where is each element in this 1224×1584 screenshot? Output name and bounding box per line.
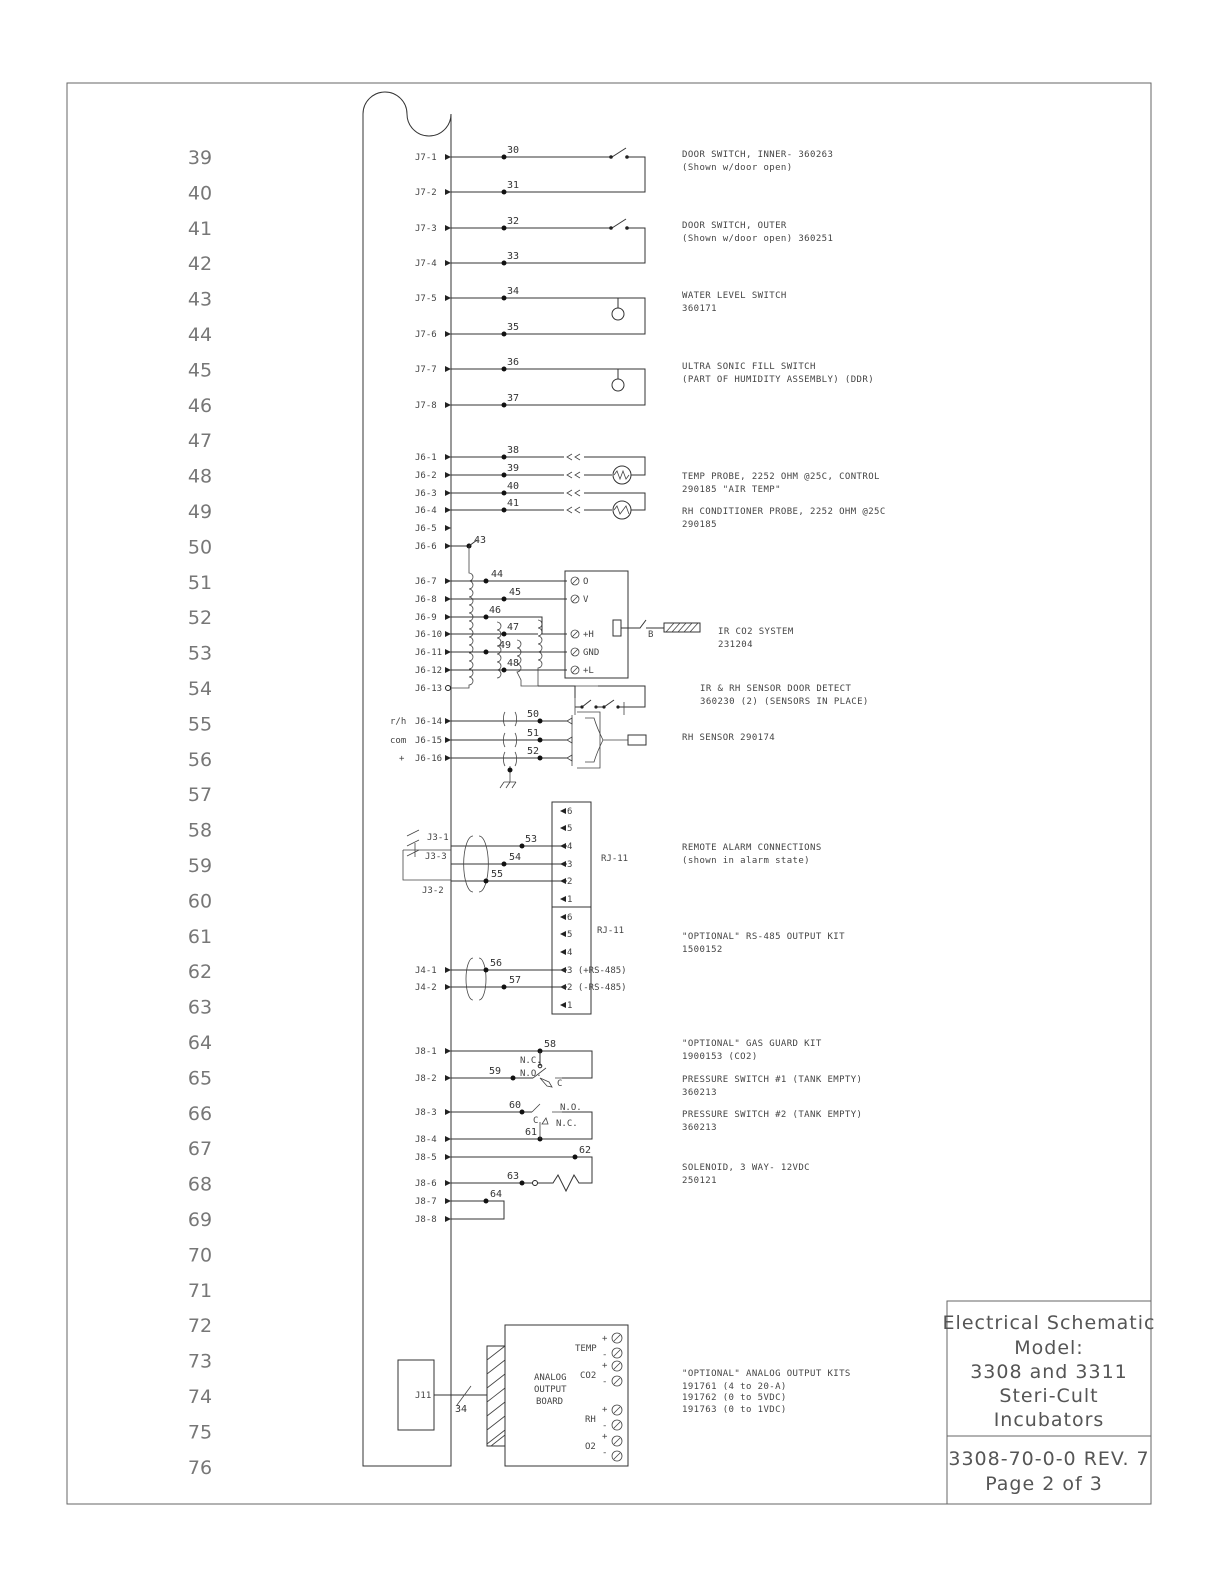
pin-j7-6: J7-6 <box>415 330 437 340</box>
wire-35: 35 <box>507 322 520 333</box>
analog-board-title-3: BOARD <box>536 1397 564 1407</box>
j3-j4-descriptions <box>682 843 845 955</box>
pin-j11: J11 <box>415 1391 432 1401</box>
wire-55: 55 <box>491 869 504 880</box>
wire-56: 56 <box>490 958 503 969</box>
analog-ch-temp: TEMP <box>575 1344 597 1354</box>
wire-64: 64 <box>490 1189 503 1200</box>
pin-j6-6: J6-6 <box>415 542 437 552</box>
rj11-a-pin-2: 2 <box>567 877 573 887</box>
line-number: 40 <box>187 182 213 205</box>
rj11-b-pin-6: 6 <box>567 913 573 923</box>
drawing-border <box>67 83 1151 1504</box>
line-number: 65 <box>187 1067 213 1090</box>
ir-terminal-o: O <box>583 577 589 587</box>
j7-connector-group <box>415 145 645 411</box>
line-number: 52 <box>187 607 213 630</box>
wire-50: 50 <box>527 709 540 720</box>
desc-analog-3: 191762 (0 to 5VDC) <box>682 1393 787 1403</box>
wire-33: 33 <box>507 251 520 262</box>
pin-j3-1: J3-1 <box>427 833 449 843</box>
line-number: 75 <box>187 1421 213 1444</box>
temp-plus: + <box>602 1334 608 1344</box>
desc-solenoid-2: 250121 <box>682 1176 717 1186</box>
o2-minus: - <box>602 1448 608 1458</box>
desc-temp-probe-2: 290185 "AIR TEMP" <box>682 485 781 495</box>
line-number: 45 <box>187 359 213 382</box>
wire-36: 36 <box>507 357 520 368</box>
line-number: 48 <box>187 465 213 488</box>
analog-output-group <box>398 1325 628 1466</box>
line-number: 41 <box>187 217 213 240</box>
wire-58: 58 <box>544 1039 557 1050</box>
rj11-jack-b <box>552 907 591 1014</box>
wire-46: 46 <box>489 605 502 616</box>
wire-54: 54 <box>509 852 522 863</box>
desc-analog-4: 191763 (0 to 1VDC) <box>682 1405 787 1415</box>
wire-41: 41 <box>507 498 520 509</box>
desc-pressure2-2: 360213 <box>682 1123 717 1133</box>
pin-prefix-plus: + <box>399 754 405 764</box>
desc-ultrasonic-1: ULTRA SONIC FILL SWITCH <box>682 362 816 372</box>
line-number: 56 <box>187 748 213 771</box>
line-number: 62 <box>187 961 213 984</box>
desc-gas-guard-1: "OPTIONAL" GAS GUARD KIT <box>682 1039 822 1049</box>
ir-terminal-h: +H <box>583 630 594 640</box>
co2-plus: + <box>602 1361 608 1371</box>
title-line-1: Electrical Schematic <box>942 1312 1156 1334</box>
line-number: 55 <box>187 713 213 736</box>
doc-number: 3308-70-0-0 REV. 7 <box>948 1448 1150 1470</box>
rj11-b-pin-4: 4 <box>567 948 573 958</box>
desc-door-detect-1: IR & RH SENSOR DOOR DETECT <box>700 684 852 694</box>
wire-39: 39 <box>507 463 520 474</box>
rj11-a-pin-6: 6 <box>567 807 573 817</box>
analog-terminals <box>602 1334 608 1458</box>
wire-45: 45 <box>509 587 522 598</box>
analog-board-title-1: ANALOG <box>534 1373 567 1383</box>
j8-connector-group <box>415 1039 592 1225</box>
ir-terminal-v: V <box>583 595 589 605</box>
line-number: 57 <box>187 784 213 807</box>
line-number: 59 <box>187 855 213 877</box>
rj11-b-pin-2: 2 (-RS-485) <box>567 983 627 993</box>
desc-pressure1-2: 360213 <box>682 1088 717 1098</box>
wire-49: 49 <box>499 640 512 651</box>
j7-pins <box>415 153 437 411</box>
line-number: 54 <box>187 678 213 700</box>
ir-terminal-gnd: GND <box>583 648 600 658</box>
line-number: 74 <box>187 1386 213 1408</box>
pin-j6-8: J6-8 <box>415 595 437 605</box>
pin-j4-1: J4-1 <box>415 966 437 976</box>
rj11-b-label: RJ-11 <box>597 926 625 936</box>
wire-32: 32 <box>507 216 520 227</box>
line-number: 66 <box>187 1102 213 1125</box>
wire-40: 40 <box>507 481 520 492</box>
pin-j7-4: J7-4 <box>415 259 437 269</box>
j3-j4-connector-group <box>403 802 628 1014</box>
ir-terminal-l: +L <box>583 666 594 676</box>
desc-ir-co2-1: IR CO2 SYSTEM <box>718 627 794 637</box>
label-c-2: C <box>533 1116 539 1126</box>
co2-minus: - <box>602 1377 608 1387</box>
ir-co2-module <box>565 571 628 678</box>
label-b: B <box>648 630 654 640</box>
pin-j8-8: J8-8 <box>415 1215 437 1225</box>
pin-j8-5: J8-5 <box>415 1153 437 1163</box>
desc-water-level-1: WATER LEVEL SWITCH <box>682 291 787 301</box>
pin-j3-3: J3-3 <box>425 852 447 862</box>
pin-j7-1: J7-1 <box>415 153 437 163</box>
pin-j7-3: J7-3 <box>415 224 437 234</box>
pin-j6-13: J6-13 <box>415 684 443 694</box>
controller-board-outline <box>363 92 451 1466</box>
j6-descriptions <box>682 472 886 743</box>
desc-analog-2: 191761 (4 to 20-A) <box>682 1382 787 1392</box>
line-number: 39 <box>187 147 213 169</box>
pin-j7-8: J7-8 <box>415 401 437 411</box>
title-block <box>943 1301 1156 1504</box>
line-number: 63 <box>187 996 213 1019</box>
wire-52: 52 <box>527 746 540 757</box>
line-number: 69 <box>187 1209 213 1231</box>
wire-63: 63 <box>507 1171 520 1182</box>
pin-j6-16: J6-16 <box>415 754 443 764</box>
wire-53: 53 <box>525 834 538 845</box>
pin-j8-4: J8-4 <box>415 1135 437 1145</box>
analog-ch-co2: CO2 <box>580 1371 597 1381</box>
line-number: 71 <box>187 1279 213 1302</box>
pin-j6-12: J6-12 <box>415 666 443 676</box>
line-number: 46 <box>187 394 213 417</box>
pin-j6-3: J6-3 <box>415 489 437 499</box>
pin-j6-4: J6-4 <box>415 506 437 516</box>
pin-j7-2: J7-2 <box>415 188 437 198</box>
line-number: 58 <box>187 819 213 842</box>
line-number: 43 <box>187 288 213 311</box>
wire-38: 38 <box>507 445 520 456</box>
pin-j6-1: J6-1 <box>415 453 437 463</box>
desc-rs485-1: "OPTIONAL" RS-485 OUTPUT KIT <box>682 932 845 942</box>
rj11-a-pin-3: 3 <box>567 860 573 870</box>
pin-j6-5: J6-5 <box>415 524 437 534</box>
line-number: 47 <box>187 430 213 453</box>
line-number: 70 <box>187 1244 213 1267</box>
rh-minus: - <box>602 1421 608 1431</box>
wire-30: 30 <box>507 145 520 156</box>
line-number: 49 <box>187 501 213 523</box>
pin-j3-2: J3-2 <box>422 886 444 896</box>
title-line-5: Incubators <box>993 1409 1105 1431</box>
wire-62: 62 <box>579 1145 592 1156</box>
pin-j4-2: J4-2 <box>415 983 437 993</box>
pin-prefix-rh: r/h <box>390 717 407 727</box>
wire-43: 43 <box>474 535 487 546</box>
desc-door-inner-1: DOOR SWITCH, INNER- 360263 <box>682 150 834 160</box>
pin-j8-6: J8-6 <box>415 1179 437 1189</box>
temp-minus: - <box>602 1350 608 1360</box>
line-number: 44 <box>187 324 213 346</box>
desc-door-detect-2: 360230 (2) (SENSORS IN PLACE) <box>700 697 869 707</box>
pin-j6-15: J6-15 <box>415 736 443 746</box>
line-number: 42 <box>187 253 213 276</box>
desc-rh-probe-1: RH CONDITIONER PROBE, 2252 OHM @25C <box>682 507 886 517</box>
rh-plus: + <box>602 1405 608 1415</box>
desc-rh-probe-2: 290185 <box>682 520 717 530</box>
title-line-4: Steri-Cult <box>999 1385 1099 1407</box>
desc-ir-co2-2: 231204 <box>718 640 753 650</box>
desc-pressure1-1: PRESSURE SWITCH #1 (TANK EMPTY) <box>682 1075 863 1085</box>
line-number: 50 <box>187 536 213 559</box>
label-no-1: N.O. <box>520 1069 542 1079</box>
pin-j8-1: J8-1 <box>415 1047 437 1057</box>
wire-48: 48 <box>507 658 520 669</box>
o2-plus: + <box>602 1432 608 1442</box>
desc-gas-guard-2: 1900153 (CO2) <box>682 1052 758 1062</box>
analog-ch-rh: RH <box>585 1415 596 1425</box>
rj11-b-pin-5: 5 <box>567 930 573 940</box>
wire-61: 61 <box>525 1127 538 1138</box>
rj11-a-pin-5: 5 <box>567 824 573 834</box>
wire-60: 60 <box>509 1100 522 1111</box>
wire-59: 59 <box>489 1066 502 1077</box>
wire-31: 31 <box>507 180 520 191</box>
desc-remote-alarm-1: REMOTE ALARM CONNECTIONS <box>682 843 822 853</box>
analog-output-board <box>505 1325 628 1466</box>
line-number: 67 <box>187 1138 213 1161</box>
line-number: 61 <box>187 925 213 948</box>
pin-j6-2: J6-2 <box>415 471 437 481</box>
rj11-jack-a <box>552 802 591 907</box>
wire-51: 51 <box>527 728 540 739</box>
analog-board-connector <box>487 1346 505 1446</box>
wire-37: 37 <box>507 393 520 404</box>
label-nc-1: N.C. <box>520 1056 542 1066</box>
page-indicator: Page 2 of 3 <box>985 1473 1103 1495</box>
line-number: 60 <box>187 890 213 913</box>
desc-remote-alarm-2: (shown in alarm state) <box>682 856 811 866</box>
rj11-a-pin-4: 4 <box>567 842 573 852</box>
desc-rh-sensor: RH SENSOR 290174 <box>682 733 776 743</box>
wire-34: 34 <box>507 286 520 297</box>
pin-j6-9: J6-9 <box>415 613 437 623</box>
analog-descriptions <box>682 1369 851 1415</box>
analog-board-title-2: OUTPUT <box>534 1385 567 1395</box>
pin-j6-11: J6-11 <box>415 648 443 658</box>
desc-solenoid-1: SOLENOID, 3 WAY- 12VDC <box>682 1163 811 1173</box>
desc-temp-probe-1: TEMP PROBE, 2252 OHM @25C, CONTROL <box>682 472 880 482</box>
pin-j8-3: J8-3 <box>415 1108 437 1118</box>
title-line-3: 3308 and 3311 <box>970 1361 1128 1383</box>
j6-connector-group <box>390 445 700 788</box>
pin-j6-10: J6-10 <box>415 630 443 640</box>
line-number: 72 <box>187 1315 213 1338</box>
pin-j7-5: J7-5 <box>415 294 437 304</box>
wire-57: 57 <box>509 975 522 986</box>
wire-44: 44 <box>491 569 504 580</box>
line-number: 64 <box>187 1032 213 1054</box>
wire-34b: 34 <box>455 1404 468 1415</box>
desc-water-level-2: 360171 <box>682 304 717 314</box>
line-number-column <box>188 147 212 1479</box>
desc-pressure2-1: PRESSURE SWITCH #2 (TANK EMPTY) <box>682 1110 863 1120</box>
pin-j8-2: J8-2 <box>415 1074 437 1084</box>
line-number: 73 <box>187 1350 213 1373</box>
line-number: 53 <box>187 642 213 665</box>
pin-prefix-com: com <box>390 736 407 746</box>
label-c-1: C <box>557 1079 563 1089</box>
pin-j6-7: J6-7 <box>415 577 437 587</box>
label-no-2: N.O. <box>560 1103 582 1113</box>
title-line-2: Model: <box>1014 1337 1084 1359</box>
desc-ultrasonic-2: (PART OF HUMIDITY ASSEMBLY) (DDR) <box>682 375 875 385</box>
rj11-b-pin-3: 3 (+RS-485) <box>567 966 627 976</box>
desc-rs485-2: 1500152 <box>682 945 723 955</box>
j7-descriptions <box>682 150 874 385</box>
desc-door-outer-2: (Shown w/door open) 360251 <box>682 234 834 244</box>
rj11-a-pin-1: 1 <box>567 895 573 905</box>
j8-descriptions <box>682 1039 862 1186</box>
desc-analog-1: "OPTIONAL" ANALOG OUTPUT KITS <box>682 1369 851 1379</box>
analog-ch-o2: O2 <box>585 1442 596 1452</box>
pin-j6-14: J6-14 <box>415 717 443 727</box>
wire-47: 47 <box>507 622 520 633</box>
desc-door-inner-2: (Shown w/door open) <box>682 163 793 173</box>
line-number: 68 <box>187 1173 213 1196</box>
line-number: 51 <box>187 571 213 594</box>
pin-j7-7: J7-7 <box>415 365 437 375</box>
rj11-a-label: RJ-11 <box>601 854 629 864</box>
rj11-b-pin-1: 1 <box>567 1001 573 1011</box>
label-nc-2: N.C. <box>556 1119 578 1129</box>
pin-j8-7: J8-7 <box>415 1197 437 1207</box>
desc-door-outer-1: DOOR SWITCH, OUTER <box>682 221 787 231</box>
line-number: 76 <box>187 1456 213 1479</box>
